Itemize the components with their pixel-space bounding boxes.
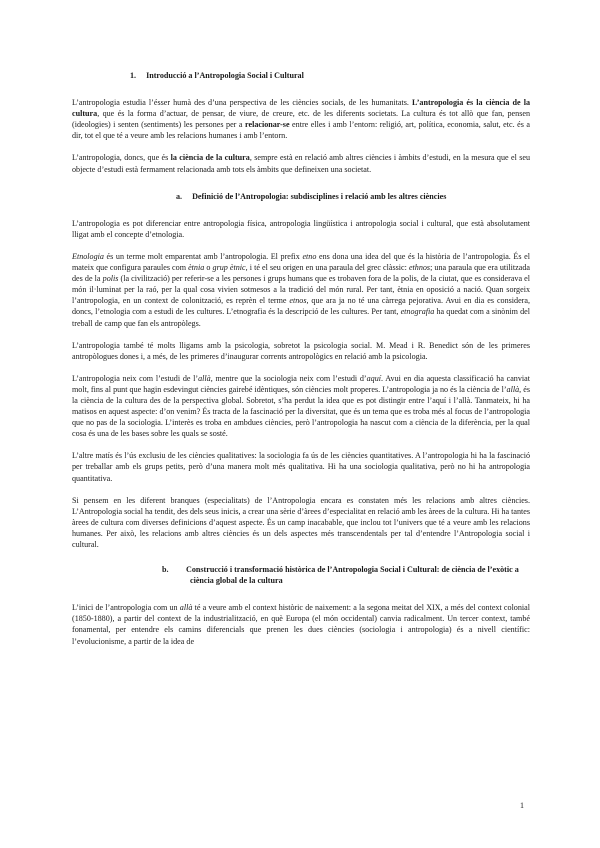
text-run: ; una paraula que era utilitzada des de la	[72, 263, 530, 284]
bold-term: relacionar-se	[245, 120, 290, 130]
italic-term: aquí	[366, 373, 382, 383]
bold-term: L’antropologia és la ciència de la cultura	[72, 98, 531, 119]
text-run: , que és la forma d’actuar, de pensar, de viure, de creure, etc. de les diferents societats. La cultura és tot allò que fan, pensen (ideologies) i senten (sentiments) les persones per a	[72, 109, 530, 130]
paragraph-8: Si pensem en les diferent branques (especialitats) de l’Antropologia encara es constaten més les relacions amb altres ciències. L’Antropologia social ha tendit, des dels seus inicis, a crear una sèrie d’àrees d’especialitat en relació amb les àrees de la cultura. Hi ha tantes àrees de cultura com diverses definicions d’aquest aspecte. És un camp inacabable, que inclou tot l’univers que té a veure amb les relacions humanes. Per això, les relacions amb altres ciències és un dels aspectes més transcendentals per tal d’entendre l’Antropologia social i cultural.	[72, 495, 530, 549]
italic-term: allà	[198, 373, 211, 383]
text-run: , i té el seu origen en una paraula del grec clàssic:	[245, 263, 409, 273]
text-run: o	[204, 263, 213, 273]
paragraph-1	[72, 97, 530, 141]
paragraph-3: L’antropologia es pot diferenciar entre antropologia física, antropologia lingüística i antropologia social i cultural, que està absolutament lligat amb el concepte d’etnologia.	[72, 218, 530, 239]
text-run: L’inici de l’antropologia com un	[72, 603, 180, 613]
text-run: ens dona una idea del que és la història de l’antropologia. És el mateix que configura paraules com	[72, 251, 530, 273]
paragraph-4	[72, 251, 530, 329]
paragraph-7: L’altre matís és l’ús exclusiu de les ciències qualitatives: la sociologia fa ús de les ciències quantitatives. A l’antropologia hi ha la fascinació per treballar amb els grups petits, però d’una manera molt més qualitativa. Hi ha una sociologia qualitativa, però no hi ha antropologia quantitativa.	[72, 451, 530, 483]
text-run: L’antropologia estudia l’ésser humà des d’una perspectiva de les ciències socials, de les humanitats.	[72, 98, 413, 108]
section-heading-b: b. Construcció i transformació històrica de l’Antropologia Social i Cultural: de ciència de l’exòtic a ciència global de la cultura	[162, 565, 519, 586]
text-run: , que ara ja no té una càrrega pejorativa. Avui en dia es considera, doncs, l’etnologia com a estudi de les cultures. L’etnografia és la descripció de les cultures. Per tant,	[72, 296, 530, 317]
page-number: 1	[520, 801, 524, 810]
section-heading-1	[72, 70, 530, 81]
text-run: L’antropologia neix com l’estudi de l’	[72, 373, 199, 383]
text-run: . Avui en dia aquesta classificació ha canviat molt, fins al punt que hagin esdevingut ciències gairebé idèntiques, són ciències molt properes. L’antropologia ja no és la ciència de l’	[72, 373, 530, 394]
text-run: L’antropologia, doncs, que és	[72, 153, 171, 163]
text-run: (la civilització) per referir-se a les persones i grups humans que es trobaven fora de la polis, de la ciutat, que es considerava el món il·luminat per la raó, per la qual cosa vivien sotmesos a la tradició del món rural. Per tant, ètnia en oposició a nació. Quan sorgeix l’antropologia, en un context de colonització, es reprèn el terme	[72, 274, 531, 306]
paragraph-9	[72, 602, 530, 646]
text-run: és un terme molt emparentat amb l’antropologia. El prefix	[103, 251, 303, 261]
heading-number: a.	[176, 191, 183, 201]
text-run: ha quedat com a sinònim del treball de camp que fan els antropòlegs.	[72, 307, 530, 328]
heading-text: Definició de l’Antropologia: subdisciplines i relació amb les altres ciències	[192, 191, 447, 201]
italic-term: etnografia	[400, 307, 435, 317]
italic-term: polis	[102, 274, 119, 284]
bold-term: la ciència de la cultura	[170, 153, 250, 163]
text-run: , mentre que la sociologia neix com l’estudi d’	[210, 373, 367, 383]
text-run: entre elles i amb l’entorn: religió, art, política, economia, salut, etc. és a dir, tot el que té a veure amb les relacions humanes i amb l’entorn.	[72, 120, 530, 141]
section-heading-a	[72, 191, 530, 202]
heading-number: 1.	[130, 71, 137, 80]
italic-term: etnos	[289, 296, 307, 306]
italic-term: ethnos	[408, 263, 431, 273]
italic-term: ètnia	[188, 263, 205, 273]
text-run: té a veure amb el context històric de naixement: a la segona meitat del XIX, a més del context colonial (1850-1880), a partir del context de la industrialització, en què Europa (el món occidental) canvia radicalment. Un tercer context, també fonamental, per entendre els camins diferencials que prenen les dues ciències (sociologia i antropologia) és a nivell científic: l’evolucionisme, a partir de la idea de	[72, 603, 530, 646]
paragraph-5: L’antropologia també té molts lligams amb la psicologia, sobretot la psicologia social. M. Mead i R. Benedict són de les primeres antropòlogues dones i, a més, de les primeres d’inaugurar corrents antropològics en relació amb la psicologia.	[72, 340, 530, 361]
italic-term: allà	[179, 603, 193, 613]
text-run: , sempre està en relació amb altres ciències i àmbits d’estudi, en la mesura que el seu objecte d’estudi està fermament relacionada amb tots els àmbits que defineixen una societat.	[72, 153, 530, 174]
italic-term: grup ètnic	[212, 263, 246, 273]
paragraph-2	[72, 152, 530, 174]
paragraph-6	[72, 373, 530, 440]
heading-text: Construcció i transformació històrica de l’Antropologia Social i Cultural: de ciència de l’exòtic a ciència global de la cultura	[186, 565, 519, 586]
italic-term: Etnologia	[72, 251, 104, 261]
heading-text: Introducció a l’Antropologia Social i Cultural	[146, 71, 304, 80]
italic-term: allà	[506, 384, 520, 394]
text-run: , és la ciència de la cultura des de la perspectiva global. Sobretot, s’ha perdut la idea que es pot distingir entre l’aquí i l’allà. Tanmateix, hi ha matisos en aquest aspecte: d’on venim? És tracta de la fascinació per la diversitat, que és un tema que es troba més al focus de l’antropologia que no pas de la sociologia. L’interès es troba en ambdues ciències, però l’antropologia ha nascut com a ciència de la diferència, per la qual cosa és una de les bases sobre les quals se sosté.	[72, 384, 530, 439]
italic-term: etno	[302, 251, 317, 261]
